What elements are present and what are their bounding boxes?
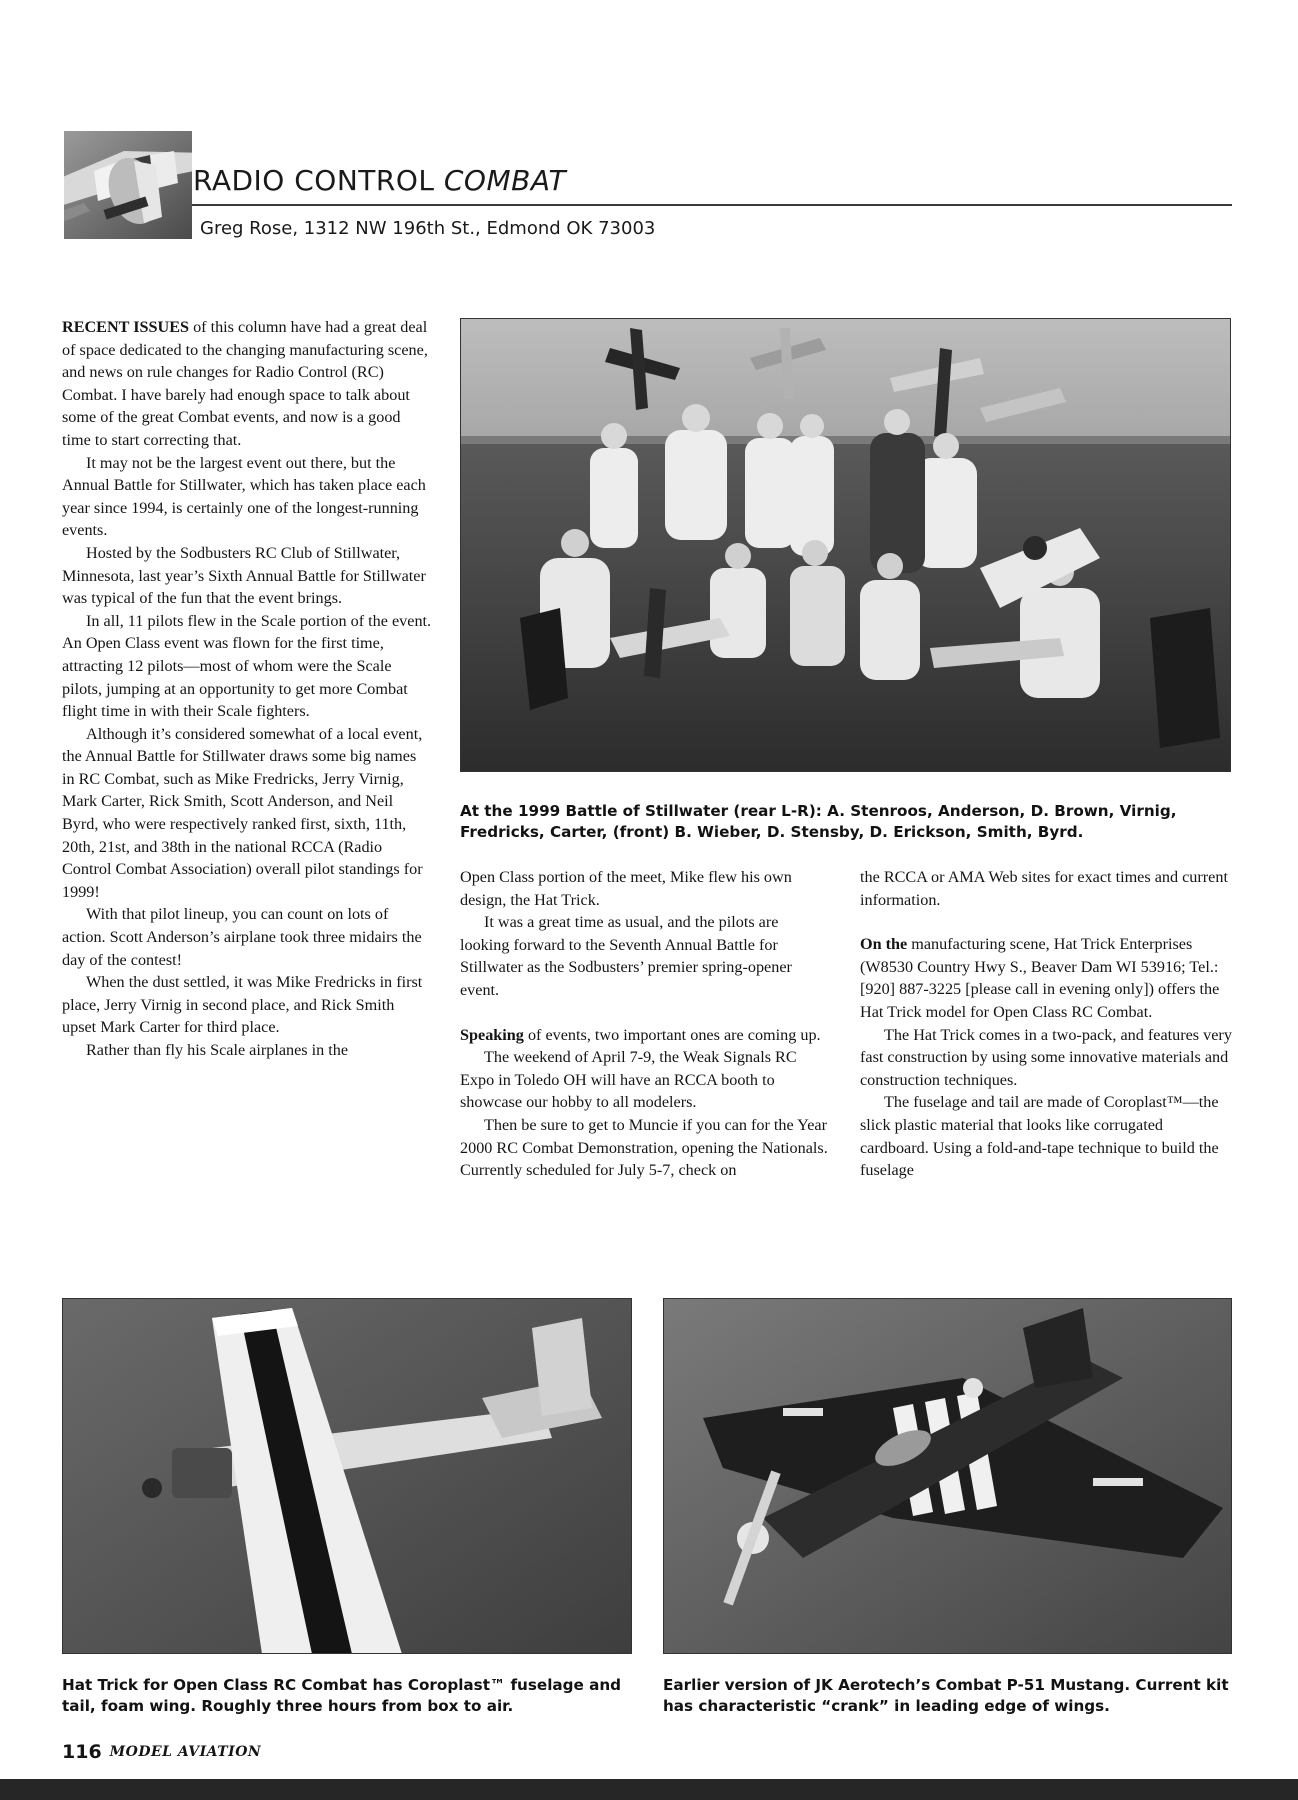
article-paragraph: Rather than fly his Scale airplanes in the — [86, 1041, 349, 1059]
article-paragraph: Hosted by the Sodbusters RC Club of Stillwater, Minnesota, last year’s Sixth Annual Battle for Stillwater was typical of the fun that the event brings. — [62, 543, 426, 608]
article-paragraph: Then be sure to get to Muncie if you can for the Year 2000 RC Combat Demonstration, opening the Nationals. Currently scheduled for July 5-7, check on — [460, 1115, 828, 1180]
paragraph-text: of this column have had a great deal of space dedicated to the changing manufacturing scene, and news on rule changes for Radio Control (RC) Combat. I have barely had enough space to talk about some of the great Combat events, and now is a good time to start correcting that. — [62, 318, 428, 449]
article-column-2 — [460, 866, 830, 1182]
p51-mustang-model-photo — [663, 1298, 1232, 1654]
column-title-italic: COMBAT — [443, 164, 567, 197]
article-paragraph: The weekend of April 7-9, the Weak Signals RC Expo in Toledo OH will have an RCCA booth to showcase our hobby to all modelers. — [460, 1048, 797, 1112]
page-footer — [62, 1741, 261, 1763]
group-photo-battle-of-stillwater — [460, 318, 1231, 772]
paragraph-lead-in: On the — [860, 935, 908, 954]
paragraph-lead-in: RECENT ISSUES — [62, 318, 190, 336]
column-title — [193, 164, 566, 197]
article-paragraph — [460, 1024, 830, 1047]
article-paragraph: Although it’s considered somewhat of a local event, the Annual Battle for Stillwater draws some big names in RC Combat, such as Mike Fredricks, Jerry Virnig, Mark Carter, Rick Smith, Scott Anderson, and Neil Byrd, who were respectively ranked first, sixth, 11th, 20th, 21st, and 38th in the national RCCA (Radio Control Combat Association) overall pilot standings for 1999! — [62, 724, 423, 901]
article-paragraph: In all, 11 pilots flew in the Scale portion of the event. An Open Class event was flown for the first time, attracting 12 pilots—most of whom were the Scale pilots, jumping at an opportunity to get more Combat flight time in with their Scale fighters. — [62, 611, 432, 721]
paragraph-text: manufacturing scene, Hat Trick Enterprises (W8530 Country Hwy S., Beaver Dam WI 53916; Tel.: [920] 887-3225 [please call in evening only]) offers the Hat Trick model for Open Class RC Combat. — [860, 935, 1220, 1021]
header-divider — [192, 204, 1232, 206]
article-paragraph: The fuselage and tail are made of Coroplast™—the slick plastic material that looks like corrugated cardboard. Using a fold-and-tape technique to build the fuselage — [860, 1093, 1219, 1180]
paragraph-text: of events, two important ones are coming up. — [523, 1025, 821, 1044]
column-logo-airplane-icon — [64, 131, 192, 239]
article-paragraph: It may not be the largest event out there, but the Annual Battle for Stillwater, which has taken place each year since 1994, is certainly one of the longest-running events. — [62, 453, 426, 540]
column-title-main: RADIO CONTROL — [193, 164, 444, 197]
mustang-photo-caption: Earlier version of JK Aerotech’s Combat P-51 Mustang. Current kit has characteristic “crank” in leading edge of wings. — [663, 1676, 1229, 1715]
hat-trick-model-photo — [62, 1298, 632, 1654]
scan-bottom-bar — [0, 1779, 1298, 1800]
hat-trick-photo-caption: Hat Trick for Open Class RC Combat has Coroplast™ fuselage and tail, foam wing. Roughly three hours from box to air. — [62, 1676, 622, 1715]
magazine-name: MODEL AVIATION — [109, 1744, 262, 1760]
article-paragraph: It was a great time as usual, and the pilots are looking forward to the Seventh Annual Battle for Stillwater as the Sodbusters’ premier spring-opener event. — [460, 913, 792, 999]
page-number: 116 — [62, 1741, 102, 1763]
column-byline: Greg Rose, 1312 NW 196th St., Edmond OK 73003 — [200, 218, 656, 239]
article-column-1 — [62, 316, 432, 1062]
article-paragraph: When the dust settled, it was Mike Fredricks in first place, Jerry Virnig in second place, and Rick Smith upset Mark Carter for third place. — [62, 973, 423, 1037]
article-column-3 — [860, 866, 1235, 1182]
article-paragraph: the RCCA or AMA Web sites for exact times and current information. — [860, 868, 1228, 909]
article-paragraph — [860, 933, 1235, 1023]
article-paragraph — [62, 316, 432, 452]
group-photo-caption: At the 1999 Battle of Stillwater (rear L-R): A. Stenroos, Anderson, D. Brown, Virnig, Fredricks, Carter, (front) B. Wieber, D. Stensby, D. Erickson, Smith, Byrd. — [460, 802, 1177, 841]
paragraph-lead-in: Speaking — [460, 1025, 524, 1044]
article-paragraph: With that pilot lineup, you can count on lots of action. Scott Anderson’s airplane took three midairs the day of the contest! — [62, 905, 422, 969]
article-paragraph: Open Class portion of the meet, Mike flew his own design, the Hat Trick. — [460, 868, 792, 909]
article-paragraph: The Hat Trick comes in a two-pack, and features very fast construction by using some innovative materials and construction techniques. — [860, 1025, 1232, 1089]
